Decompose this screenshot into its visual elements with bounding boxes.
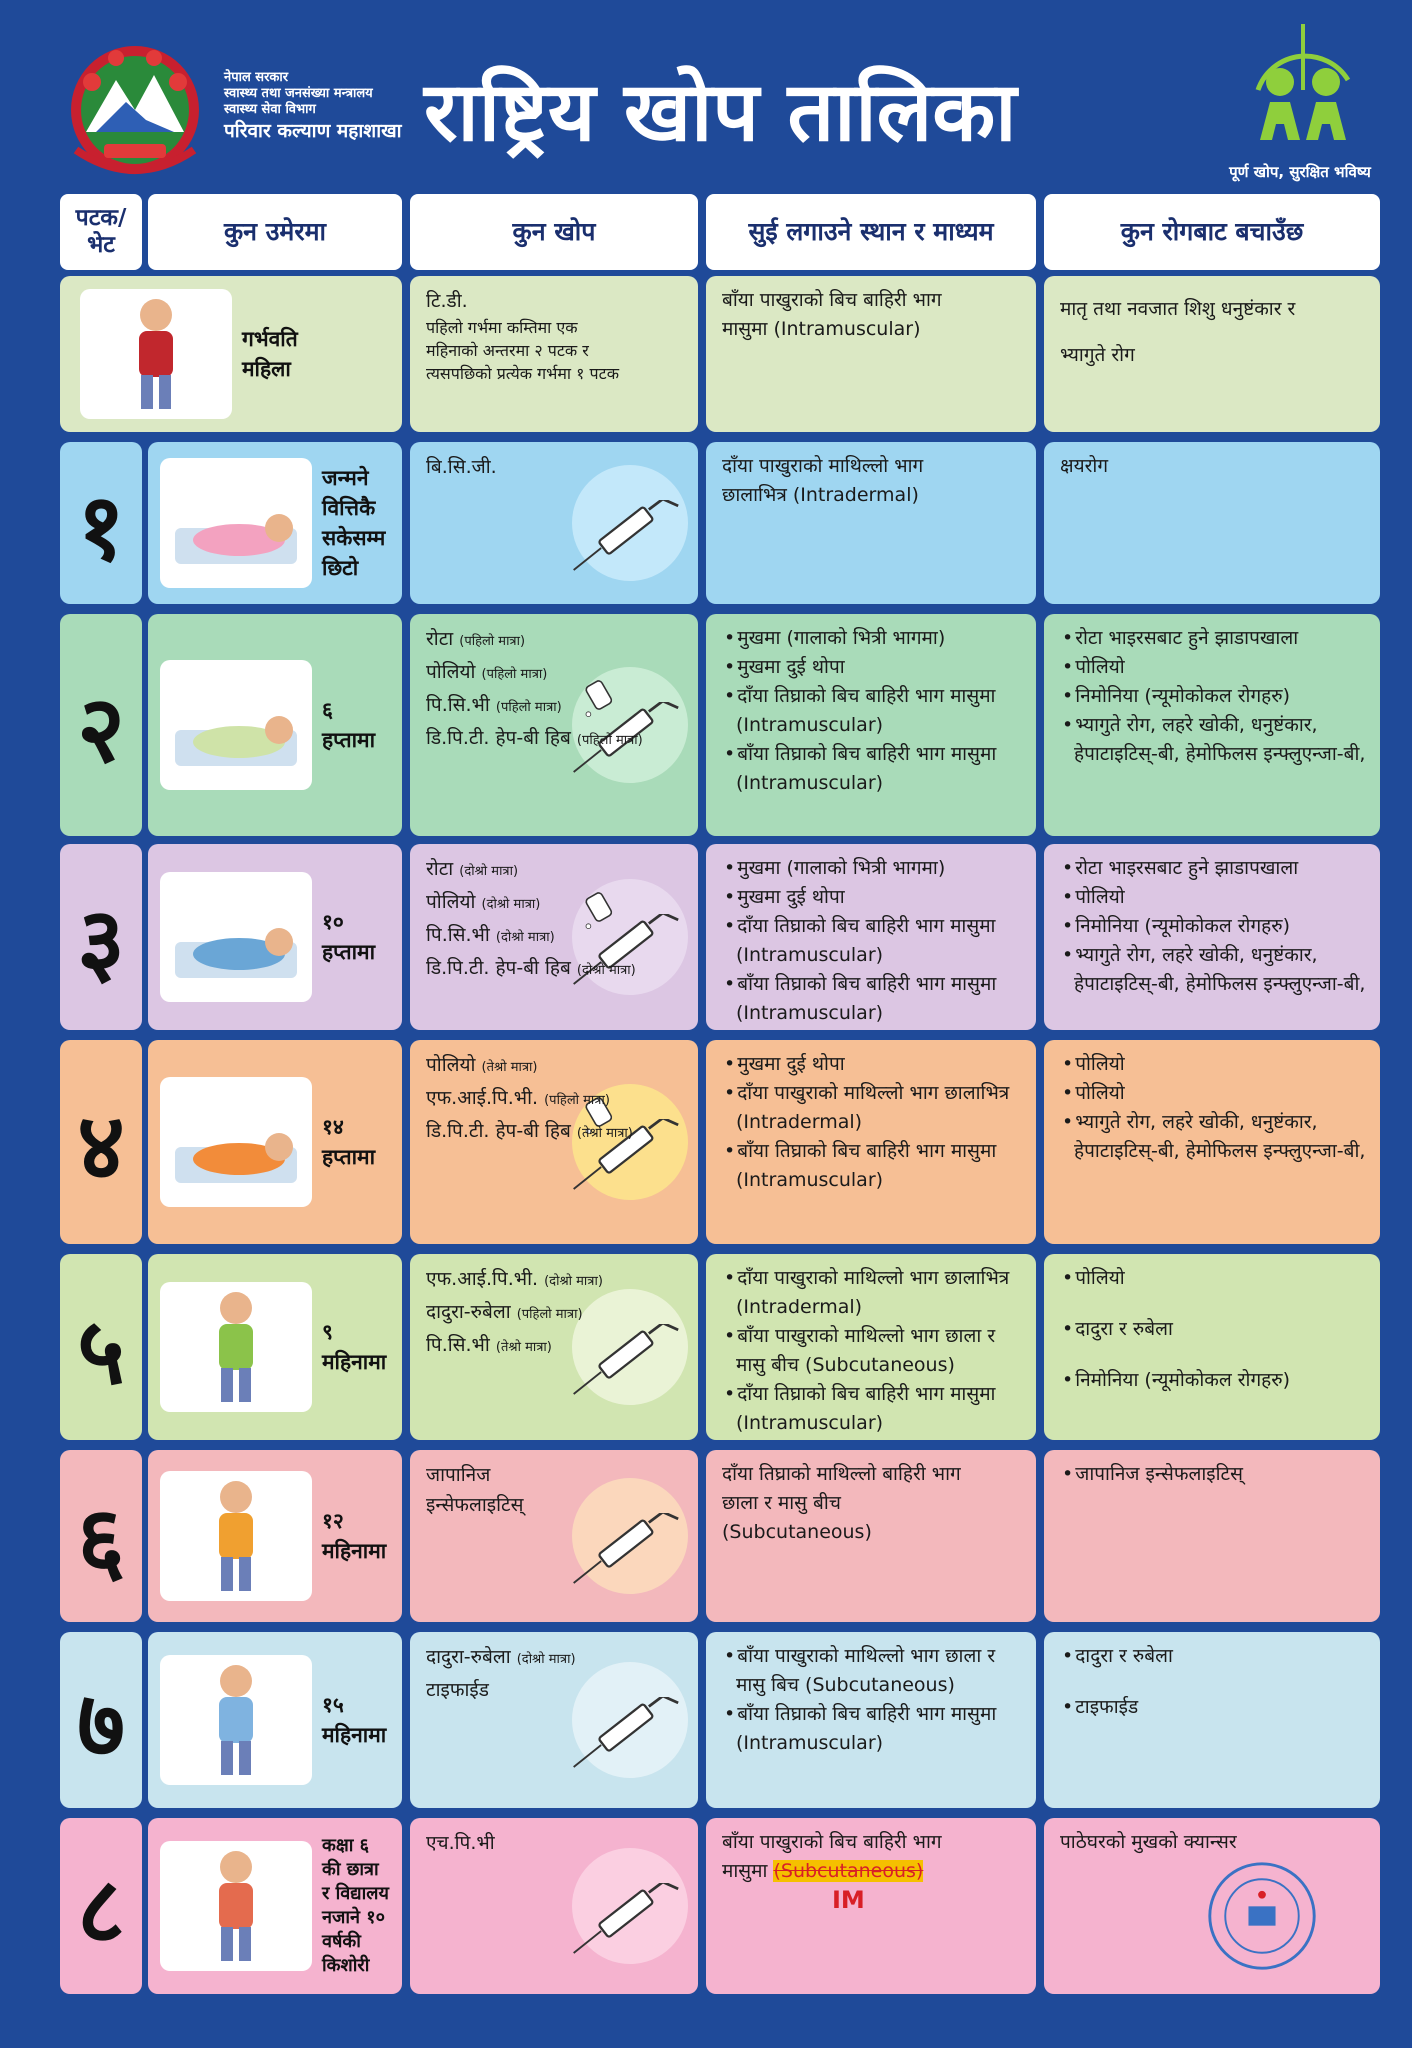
vaccine-name: डि.पि.टी. हेप-बी हिब [426, 1120, 571, 1142]
age-label [322, 1818, 389, 1994]
age-line: १४ [322, 1115, 344, 1139]
ministry-text [224, 70, 402, 144]
site-cell [706, 442, 1036, 604]
visit-number-cell [60, 1040, 142, 1244]
disease-item: पाठेघरको मुखको क्यान्सर [1060, 1831, 1237, 1853]
child-illustration [160, 1282, 312, 1412]
site-text [722, 452, 1026, 510]
age-cell [148, 614, 402, 836]
person-figure-icon [160, 1655, 312, 1785]
disease-item: • दादुरा र रुबेला [1060, 1315, 1370, 1344]
vaccine-item [426, 362, 686, 385]
disease-item: • निमोनिया (न्यूमोकोकल रोगहरु) [1060, 1366, 1370, 1395]
child-illustration [160, 458, 312, 588]
site-text [722, 1828, 1026, 1915]
age-line: नजाने १० [322, 1907, 385, 1928]
vaccine-dose: (दोश्रो मात्रा) [576, 963, 636, 978]
disease-cell [1044, 1818, 1380, 1994]
visit-number: ६ [77, 1485, 125, 1594]
page-title: राष्ट्रिय खोप तालिका [424, 65, 1017, 160]
age-label [322, 1450, 386, 1622]
visit-number-cell [60, 1632, 142, 1808]
vaccine-item [426, 624, 686, 657]
age-label [322, 1254, 386, 1440]
vaccine-name: दादुरा-रुबेला [426, 1301, 511, 1323]
vaccine-item [426, 1330, 686, 1363]
disease-item: • पोलियो [1060, 1264, 1370, 1293]
age-line: वित्तिकै [322, 496, 376, 520]
vaccine-dose: (दोश्रो मात्रा) [544, 1274, 603, 1289]
vaccine-dose: (दोश्रो मात्रा) [516, 1652, 576, 1667]
gov-line: नेपाल सरकार [224, 70, 289, 85]
disease-item: • भ्यागुते रोग, लहरे खोकी, धनुष्टंकार, हेपाटाइटिस्-बी, हेमोफिलस इन्फ्लुएन्जा-बी, [1060, 941, 1370, 999]
vaccine-list [426, 854, 686, 986]
vaccine-name: पि.सि.भी [426, 924, 490, 946]
age-line: गर्भवति [242, 327, 298, 351]
site-item: बाँया पाखुराको बिच बाहिरी भाग [722, 1831, 942, 1853]
disease-text [1060, 1050, 1370, 1166]
vaccine-cell [410, 614, 698, 836]
division-name: परिवार कल्याण महाशाखा [224, 120, 402, 142]
visit-number-cell [60, 844, 142, 1030]
site-item: बाँया पाखुराको बिच बाहिरी भाग [722, 289, 942, 311]
vaccine-cell [410, 1632, 698, 1808]
vaccine-dose: (दोश्रो मात्रा) [481, 897, 541, 912]
vaccine-item [426, 1050, 686, 1083]
age-line: कक्षा ६ [322, 1835, 370, 1856]
disease-cell [1044, 1040, 1380, 1244]
age-line: र विद्यालय [322, 1883, 389, 1904]
vaccine-cell [410, 1818, 698, 1994]
vaccine-item [426, 1828, 686, 1858]
site-text [722, 1264, 1026, 1438]
site-cell [706, 1632, 1036, 1808]
disease-item: • निमोनिया (न्यूमोकोकल रोगहरु) [1060, 912, 1370, 941]
age-cell [148, 1632, 402, 1808]
child-illustration [160, 660, 312, 790]
site-text [722, 1050, 1026, 1195]
vaccine-name: टि.डी. [426, 290, 468, 312]
vaccine-item [426, 854, 686, 887]
disease-item: • पोलियो [1060, 883, 1370, 912]
age-line: हप्तामा [322, 940, 376, 964]
site-cell [706, 844, 1036, 1030]
vaccine-dose: (तेश्रो मात्रा) [495, 1340, 552, 1355]
site-cell [706, 1818, 1036, 1994]
nepal-emblem-icon [56, 40, 214, 176]
disease-cell [1044, 276, 1380, 432]
site-cell [706, 1040, 1036, 1244]
visit-number: २ [77, 674, 125, 783]
vaccine-dose: (पहिलो मात्रा) [576, 733, 643, 748]
child-illustration [80, 289, 232, 419]
site-item: • दाँया तिघ्राको बिच बाहिरी भाग मासुमा (Intramuscular) [722, 682, 1026, 740]
age-cell [148, 1040, 402, 1244]
vaccine-cell [410, 442, 698, 604]
site-item: • बाँया तिघ्राको बिच बाहिरी भाग मासुमा (Intramuscular) [722, 1137, 1026, 1195]
age-cell [148, 442, 402, 604]
vaccine-item [426, 286, 686, 316]
disease-item: क्षयरोग [1060, 455, 1109, 477]
site-item: • दाँया पाखुराको माथिल्लो भाग छालाभित्र (Intradermal) [722, 1079, 1026, 1137]
vaccine-item [426, 452, 686, 482]
age-cell [148, 844, 402, 1030]
disease-item: • पोलियो [1060, 1079, 1370, 1108]
vaccine-dose: (तेश्रो मात्रा) [481, 1060, 538, 1075]
vaccine-dose: (पहिलो मात्रा) [516, 1307, 583, 1322]
syringe-icon [570, 1697, 680, 1771]
vaccine-name: त्यसपछिको प्रत्येक गर्भमा १ पटक [426, 364, 620, 383]
age-line: महिनामा [322, 1723, 387, 1747]
age-cell [60, 276, 402, 432]
header-site: सुई लगाउने स्थान र माध्यम [706, 194, 1036, 270]
site-item: • बाँया पाखुराको माथिल्लो भाग छाला र मासु बिच (Subcutaneous) [722, 1642, 1026, 1700]
age-label [242, 276, 298, 432]
person-figure-icon [160, 872, 312, 1002]
correction-mark: IM [832, 1886, 865, 1914]
site-item: • बाँया तिघ्राको बिच बाहिरी भाग मासुमा (Intramuscular) [722, 740, 1026, 798]
site-cell [706, 276, 1036, 432]
children-logo-icon [1238, 20, 1368, 160]
vaccine-dose: (दोश्रो मात्रा) [495, 930, 555, 945]
age-cell [148, 1254, 402, 1440]
vaccine-item [426, 920, 686, 953]
vaccine-list [426, 1264, 686, 1363]
gov-line: स्वास्थ्य सेवा विभाग [224, 102, 316, 117]
vaccine-item [426, 1460, 686, 1490]
disease-item: • रोटा भाइरसबाट हुने झाडापखाला [1060, 854, 1370, 883]
age-label [322, 844, 375, 1030]
disease-item: • दादुरा र रुबेला [1060, 1642, 1370, 1671]
vaccine-dose: (पहिलो मात्रा) [459, 634, 526, 649]
person-figure-icon [160, 1282, 312, 1412]
vaccine-dose: (तेश्रो मात्रा) [576, 1126, 633, 1141]
site-item: • दाँया पाखुराको माथिल्लो भाग छालाभित्र (Intradermal) [722, 1264, 1026, 1322]
vaccine-item [426, 1675, 686, 1705]
vaccine-name: पि.सि.भी [426, 1334, 490, 1356]
vaccine-name: इन्सेफलाइटिस् [426, 1494, 524, 1516]
site-item: दाँया पाखुराको माथिल्लो भाग [722, 455, 924, 477]
header-disease: कुन रोगबाट बचाउँछ [1044, 194, 1380, 270]
vaccine-dose: (पहिलो मात्रा) [481, 667, 548, 682]
site-text [722, 624, 1026, 798]
age-line: वर्षकी [322, 1931, 361, 1952]
child-illustration [160, 1471, 312, 1601]
vaccine-name: रोटा [426, 628, 454, 650]
site-item: • दाँया तिघ्राको बिच बाहिरी भाग मासुमा (Intramuscular) [722, 1380, 1026, 1438]
age-line: की छात्रा [322, 1859, 379, 1880]
disease-item: • पोलियो [1060, 1050, 1370, 1079]
disease-item: • पोलियो [1060, 653, 1370, 682]
vaccine-dose: (पहिलो मात्रा) [544, 1093, 610, 1108]
vaccine-name: एफ.आई.पि.भी. [426, 1087, 539, 1109]
vaccine-list [426, 1050, 686, 1149]
vaccine-item [426, 316, 686, 339]
disease-item: भ्यागुते रोग [1060, 344, 1135, 366]
age-label [322, 442, 385, 604]
visit-number-cell [60, 442, 142, 604]
vaccine-name: डि.पि.टी. हेप-बी हिब [426, 957, 571, 979]
site-item: • मुखमा दुई थोपा [722, 653, 1026, 682]
vaccine-item [426, 690, 686, 723]
visit-number-cell [60, 1254, 142, 1440]
age-line: महिनामा [322, 1539, 387, 1563]
vaccine-name: पि.सि.भी [426, 694, 490, 716]
age-line: जन्मने [322, 466, 369, 490]
age-line: ६ [322, 698, 333, 722]
vaccine-cell [410, 844, 698, 1030]
vaccine-cell [410, 1254, 698, 1440]
disease-text [1060, 624, 1370, 769]
age-line: हप्तामा [322, 728, 376, 752]
disease-text [1060, 1264, 1370, 1417]
disease-cell [1044, 1254, 1380, 1440]
vaccine-item [426, 1642, 686, 1675]
disease-item: • भ्यागुते रोग, लहरे खोकी, धनुष्टंकार, हेपाटाइटिस्-बी, हेमोफिलस इन्फ्लुएन्जा-बी, [1060, 1108, 1370, 1166]
gov-line: स्वास्थ्य तथा जनसंख्या मन्त्रालय [224, 86, 373, 101]
child-illustration [160, 872, 312, 1002]
disease-item: • रोटा भाइरसबाट हुने झाडापखाला [1060, 624, 1370, 653]
visit-number: १ [77, 472, 125, 581]
vaccine-item [426, 1116, 686, 1149]
disease-text [1060, 854, 1370, 999]
person-figure-icon [160, 660, 312, 790]
disease-cell [1044, 442, 1380, 604]
site-item: • बाँया तिघ्राको बिच बाहिरी भाग मासुमा (Intramuscular) [722, 1700, 1026, 1758]
vaccine-dose: (पहिलो मात्रा) [495, 700, 562, 715]
site-text [722, 854, 1026, 1028]
disease-text [1060, 1828, 1370, 1857]
vaccine-name: एच.पि.भी [426, 1832, 495, 1854]
vaccine-item [426, 723, 686, 756]
child-illustration [160, 1655, 312, 1785]
disease-cell [1044, 614, 1380, 836]
site-item: छाला र मासु बीच [722, 1492, 841, 1514]
syringe-icon [570, 1513, 680, 1587]
site-cell [706, 1450, 1036, 1622]
vaccine-name: बि.सि.जी. [426, 456, 497, 478]
site-item: मासुमा (Intramuscular) [722, 318, 921, 340]
site-item: • मुखमा दुई थोपा [722, 883, 1026, 912]
vaccine-dose: (दोश्रो मात्रा) [459, 864, 519, 879]
vaccine-item [426, 953, 686, 986]
disease-cell [1044, 1632, 1380, 1808]
child-illustration [160, 1077, 312, 1207]
disease-text [1060, 452, 1370, 481]
person-figure-icon [160, 1841, 312, 1971]
health-network-stamp-icon [1204, 1858, 1320, 1974]
age-label [322, 1040, 375, 1244]
vaccine-item [426, 657, 686, 690]
visit-number: ४ [77, 1091, 125, 1200]
age-line: महिनामा [322, 1350, 387, 1374]
visit-number: ५ [77, 1296, 125, 1405]
site-item: (Subcutaneous) [722, 1521, 872, 1543]
person-figure-icon [80, 289, 232, 419]
child-illustration [160, 1841, 312, 1971]
disease-cell [1044, 844, 1380, 1030]
header-visit: पटक/ भेट [60, 194, 142, 270]
disease-item: मातृ तथा नवजात शिशु धनुष्टंकार र [1060, 298, 1296, 320]
visit-number: ७ [77, 1669, 125, 1778]
vaccine-name: पोलियो [426, 661, 476, 683]
syringe-icon [570, 1883, 680, 1957]
vaccine-item [426, 1083, 686, 1116]
age-line: १२ [322, 1509, 344, 1533]
vaccine-list [426, 1642, 686, 1705]
disease-text [1060, 1460, 1370, 1489]
site-text [722, 1642, 1026, 1758]
age-line: हप्तामा [322, 1145, 376, 1169]
vaccine-cell [410, 276, 698, 432]
site-text [722, 1460, 1026, 1547]
visit-number-cell [60, 614, 142, 836]
vaccine-name: पहिलो गर्भमा कम्तिमा एक [426, 318, 578, 337]
age-line: सकेसम्म [322, 526, 386, 550]
age-line: छिटो [322, 556, 359, 580]
age-line: १० [322, 910, 344, 934]
vaccine-name: टाइफाईड [426, 1679, 489, 1701]
site-item: • बाँया तिघ्राको बिच बाहिरी भाग मासुमा (Intramuscular) [722, 970, 1026, 1028]
site-item: दाँया तिघ्राको माथिल्लो बाहिरी भाग [722, 1463, 961, 1485]
site-item: छालाभित्र (Intradermal) [722, 484, 919, 506]
age-line: १५ [322, 1693, 344, 1717]
vaccine-name: रोटा [426, 858, 454, 880]
age-cell [148, 1450, 402, 1622]
age-label [322, 614, 375, 836]
vaccine-name: एफ.आई.पि.भी. [426, 1268, 539, 1290]
site-item: मासुमा (Subcutaneous) [722, 1860, 924, 1882]
disease-item: • भ्यागुते रोग, लहरे खोकी, धनुष्टंकार, हेपाटाइटिस्-बी, हेमोफिलस इन्फ्लुएन्जा-बी, [1060, 711, 1370, 769]
vaccine-item [426, 339, 686, 362]
vaccine-name: पोलियो [426, 1054, 476, 1076]
person-figure-icon [160, 1077, 312, 1207]
vaccine-cell [410, 1450, 698, 1622]
vaccine-name: जापानिज [426, 1464, 491, 1486]
vaccine-name: महिनाको अन्तरमा २ पटक र [426, 341, 589, 360]
header-vaccine: कुन खोप [410, 194, 698, 270]
site-item: • मुखमा दुई थोपा [722, 1050, 1026, 1079]
age-line: किशोरी [322, 1955, 370, 1976]
vaccine-item [426, 887, 686, 920]
syringe-icon [570, 500, 680, 574]
tagline: पूर्ण खोप, सुरक्षित भविष्य [1229, 163, 1371, 181]
visit-number-cell [60, 1450, 142, 1622]
site-item: • मुखमा (गालाको भित्री भागमा) [722, 854, 1026, 883]
age-line: महिला [242, 357, 291, 381]
vaccine-name: दादुरा-रुबेला [426, 1646, 511, 1668]
site-cell [706, 1254, 1036, 1440]
person-figure-icon [160, 458, 312, 588]
vaccine-list [426, 1828, 686, 1858]
site-text [722, 286, 1026, 344]
disease-item: • जापानिज इन्सेफलाइटिस् [1060, 1460, 1370, 1489]
disease-item: • टाइफाईड [1060, 1693, 1370, 1722]
disease-text [1060, 1642, 1370, 1744]
vaccine-list [426, 1460, 686, 1520]
vaccine-list [426, 286, 686, 385]
vaccine-name: पोलियो [426, 891, 476, 913]
age-label [322, 1632, 386, 1808]
site-item: • बाँया पाखुराको माथिल्लो भाग छाला र मासु बीच (Subcutaneous) [722, 1322, 1026, 1380]
site-item: • मुखमा (गालाको भित्री भागमा) [722, 624, 1026, 653]
header-age: कुन उमेरमा [148, 194, 402, 270]
struck-text: (Subcutaneous) [773, 1860, 924, 1882]
site-cell [706, 614, 1036, 836]
vaccine-item [426, 1264, 686, 1297]
vaccine-list [426, 624, 686, 756]
visit-number: ८ [77, 1855, 125, 1964]
visit-number-cell [60, 1818, 142, 1994]
age-line: ९ [322, 1320, 333, 1344]
vaccine-name: डि.पि.टी. हेप-बी हिब [426, 727, 571, 749]
disease-text [1060, 286, 1370, 378]
vaccine-cell [410, 1040, 698, 1244]
disease-item: • निमोनिया (न्यूमोकोकल रोगहरु) [1060, 682, 1370, 711]
age-cell [148, 1818, 402, 1994]
visit-number: ३ [77, 886, 125, 995]
vaccine-list [426, 452, 686, 482]
disease-cell [1044, 1450, 1380, 1622]
vaccine-item [426, 1297, 686, 1330]
site-item: • दाँया तिघ्राको बिच बाहिरी भाग मासुमा (Intramuscular) [722, 912, 1026, 970]
vaccine-item [426, 1490, 686, 1520]
person-figure-icon [160, 1471, 312, 1601]
